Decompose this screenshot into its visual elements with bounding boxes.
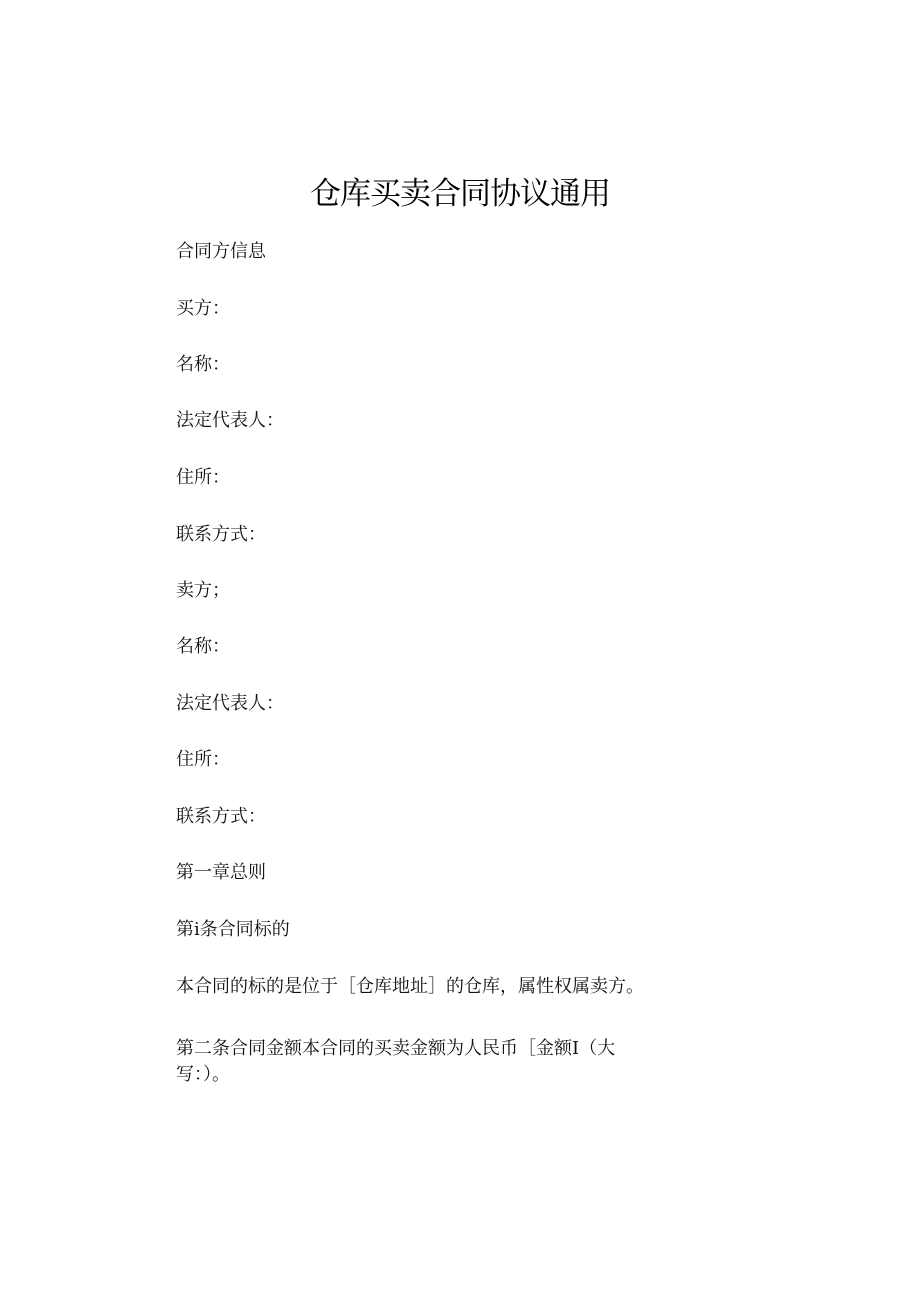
document-title: 仓库买卖合同协议通用 — [310, 176, 610, 212]
seller-name-label: 名称： — [176, 636, 230, 657]
buyer-address-label: 住所： — [176, 467, 230, 488]
article-1-body: 本合同的标的是位于［仓库地址］的仓库，属性权属卖方。 — [176, 976, 644, 997]
seller-heading: 卖方； — [176, 580, 230, 601]
seller-address-label: 住所： — [176, 749, 230, 770]
section-heading-parties: 合同方信息 — [176, 241, 266, 262]
buyer-heading: 买方： — [176, 298, 230, 319]
buyer-name-label: 名称： — [176, 354, 230, 375]
seller-contact-label: 联系方式： — [176, 806, 266, 827]
buyer-legal-rep-label: 法定代表人： — [176, 410, 284, 431]
seller-legal-rep-label: 法定代表人： — [176, 693, 284, 714]
article-1-heading: 第i条合同标的 — [176, 919, 290, 940]
article-2-body: 第二条合同金额本合同的买卖金额为人民币［金额I（大写：）。 — [176, 1038, 616, 1085]
buyer-contact-label: 联系方式： — [176, 524, 266, 545]
chapter-heading: 第一章总则 — [176, 862, 266, 883]
